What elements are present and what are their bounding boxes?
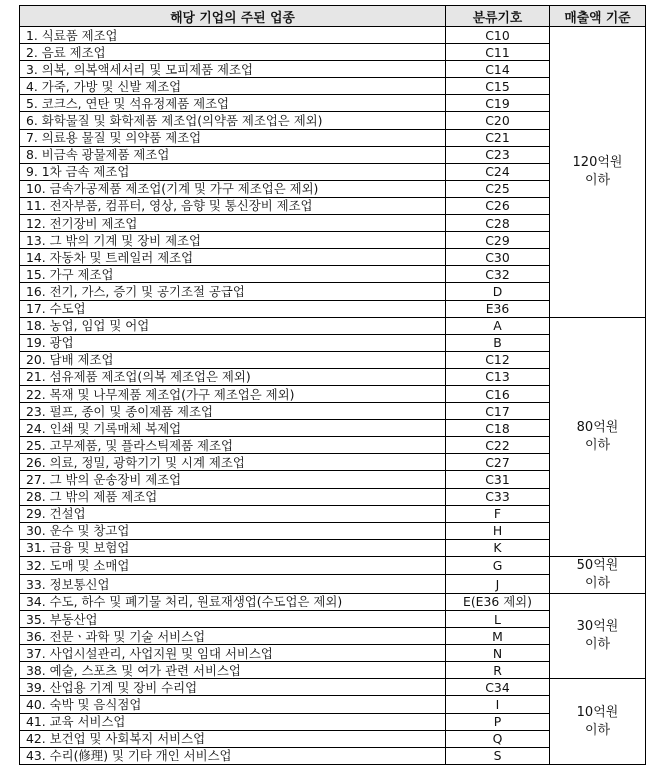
class-code-cell: C14	[446, 61, 550, 78]
class-code-cell: C28	[446, 215, 550, 232]
industry-cell: 24. 인쇄 및 기록매체 복제업	[20, 420, 446, 437]
header-class-code: 분류기호	[446, 6, 550, 27]
industry-cell: 6. 화학물질 및 화학제품 제조업(의약품 제조업은 제외)	[20, 112, 446, 129]
class-code-cell: J	[446, 575, 550, 594]
class-code-cell: C22	[446, 437, 550, 454]
industry-cell: 3. 의복, 의복액세서리 및 모피제품 제조업	[20, 61, 446, 78]
revenue-qualifier: 이하	[584, 172, 611, 188]
revenue-qualifier: 이하	[584, 722, 611, 738]
class-code-cell: Q	[446, 730, 550, 747]
class-code-cell: P	[446, 713, 550, 730]
class-code-cell: C29	[446, 232, 550, 249]
revenue-criteria-cell	[550, 556, 646, 593]
industry-cell: 11. 전자부품, 컴퓨터, 영상, 음향 및 통신장비 제조업	[20, 197, 446, 214]
industry-cell: 22. 목재 및 나무제품 제조업(가구 제조업은 제외)	[20, 385, 446, 402]
class-code-cell: C18	[446, 420, 550, 437]
industry-cell: 21. 섬유제품 제조업(의복 제조업은 제외)	[20, 368, 446, 385]
industry-cell: 26. 의료, 정밀, 광학기기 및 시계 제조업	[20, 454, 446, 471]
industry-cell: 30. 운수 및 창고업	[20, 522, 446, 539]
industry-cell: 4. 가죽, 가방 및 신발 제조업	[20, 78, 446, 95]
class-code-cell: C24	[446, 163, 550, 180]
class-code-cell: C27	[446, 454, 550, 471]
class-code-cell: C31	[446, 471, 550, 488]
class-code-cell: N	[446, 645, 550, 662]
class-code-cell: A	[446, 317, 550, 334]
sme-revenue-criteria-table	[19, 5, 646, 765]
class-code-cell: L	[446, 611, 550, 628]
class-code-cell: C20	[446, 112, 550, 129]
industry-cell: 20. 담배 제조업	[20, 351, 446, 368]
industry-cell: 31. 금융 및 보험업	[20, 539, 446, 556]
class-code-cell: C12	[446, 351, 550, 368]
class-code-cell: K	[446, 539, 550, 556]
industry-cell: 9. 1차 금속 제조업	[20, 163, 446, 180]
revenue-qualifier: 이하	[584, 437, 611, 453]
industry-cell: 12. 전기장비 제조업	[20, 215, 446, 232]
class-code-cell: C11	[446, 44, 550, 61]
revenue-amount: 10억원	[576, 704, 619, 720]
revenue-amount: 80억원	[576, 419, 619, 435]
industry-cell: 37. 사업시설관리, 사업지원 및 임대 서비스업	[20, 645, 446, 662]
industry-cell: 7. 의료용 물질 및 의약품 제조업	[20, 129, 446, 146]
industry-cell: 27. 그 밖의 운송장비 제조업	[20, 471, 446, 488]
revenue-amount: 30억원	[576, 619, 619, 635]
class-code-cell: C23	[446, 146, 550, 163]
revenue-qualifier: 이하	[584, 637, 611, 653]
industry-cell: 15. 가구 제조업	[20, 266, 446, 283]
industry-cell: 18. 농업, 임업 및 어업	[20, 317, 446, 334]
table-row	[20, 679, 646, 696]
class-code-cell: D	[446, 283, 550, 300]
header-revenue-criteria: 매출액 기준	[550, 6, 646, 27]
industry-cell: 34. 수도, 하수 및 폐기물 처리, 원료재생업(수도업은 제외)	[20, 593, 446, 610]
industry-cell: 39. 산업용 기계 및 장비 수리업	[20, 679, 446, 696]
table-row	[20, 593, 646, 610]
class-code-cell: S	[446, 747, 550, 764]
revenue-criteria-cell	[550, 27, 646, 318]
class-code-cell: I	[446, 696, 550, 713]
industry-cell: 10. 금속가공제품 제조업(기계 및 가구 제조업은 제외)	[20, 180, 446, 197]
class-code-cell: M	[446, 628, 550, 645]
class-code-cell: C32	[446, 266, 550, 283]
class-code-cell: C13	[446, 368, 550, 385]
industry-cell: 32. 도매 및 소매업	[20, 556, 446, 575]
revenue-criteria-cell	[550, 679, 646, 764]
revenue-criteria-cell	[550, 317, 646, 556]
table-row	[20, 317, 646, 334]
industry-cell: 38. 예술, 스포츠 및 여가 관련 서비스업	[20, 662, 446, 679]
class-code-cell: R	[446, 662, 550, 679]
class-code-cell: G	[446, 556, 550, 575]
class-code-cell: E36	[446, 300, 550, 317]
class-code-cell: H	[446, 522, 550, 539]
table-header	[20, 6, 646, 27]
industry-cell: 35. 부동산업	[20, 611, 446, 628]
class-code-cell: C16	[446, 385, 550, 402]
industry-cell: 33. 정보통신업	[20, 575, 446, 594]
class-code-cell: C21	[446, 129, 550, 146]
industry-cell: 43. 수리(修理) 및 기타 개인 서비스업	[20, 747, 446, 764]
class-code-cell: C33	[446, 488, 550, 505]
industry-cell: 2. 음료 제조업	[20, 44, 446, 61]
industry-cell: 41. 교육 서비스업	[20, 713, 446, 730]
header-industry: 해당 기업의 주된 업종	[20, 6, 446, 27]
industry-cell: 19. 광업	[20, 334, 446, 351]
industry-cell: 36. 전문ㆍ과학 및 기술 서비스업	[20, 628, 446, 645]
industry-cell: 25. 고무제품, 및 플라스틱제품 제조업	[20, 437, 446, 454]
industry-cell: 5. 코크스, 연탄 및 석유정제품 제조업	[20, 95, 446, 112]
revenue-criteria-cell	[550, 593, 646, 678]
revenue-amount: 50억원	[576, 557, 619, 573]
class-code-cell: C26	[446, 197, 550, 214]
class-code-cell: C19	[446, 95, 550, 112]
industry-cell: 1. 식료품 제조업	[20, 27, 446, 44]
class-code-cell: C10	[446, 27, 550, 44]
revenue-amount: 120억원	[572, 154, 623, 170]
industry-cell: 42. 보건업 및 사회복지 서비스업	[20, 730, 446, 747]
table-row	[20, 27, 646, 44]
industry-cell: 16. 전기, 가스, 증기 및 공기조절 공급업	[20, 283, 446, 300]
class-code-cell: C30	[446, 249, 550, 266]
industry-cell: 23. 펄프, 종이 및 종이제품 제조업	[20, 403, 446, 420]
class-code-cell: E(E36 제외)	[446, 593, 550, 610]
class-code-cell: C34	[446, 679, 550, 696]
class-code-cell: C25	[446, 180, 550, 197]
table-body	[20, 27, 646, 765]
class-code-cell: C17	[446, 403, 550, 420]
class-code-cell: B	[446, 334, 550, 351]
table-row	[20, 556, 646, 575]
industry-cell: 40. 숙박 및 음식점업	[20, 696, 446, 713]
industry-cell: 8. 비금속 광물제품 제조업	[20, 146, 446, 163]
industry-cell: 13. 그 밖의 기계 및 장비 제조업	[20, 232, 446, 249]
revenue-qualifier: 이하	[584, 575, 611, 591]
industry-cell: 14. 자동차 및 트레일러 제조업	[20, 249, 446, 266]
class-code-cell: C15	[446, 78, 550, 95]
industry-cell: 28. 그 밖의 제품 제조업	[20, 488, 446, 505]
class-code-cell: F	[446, 505, 550, 522]
industry-cell: 29. 건설업	[20, 505, 446, 522]
industry-cell: 17. 수도업	[20, 300, 446, 317]
